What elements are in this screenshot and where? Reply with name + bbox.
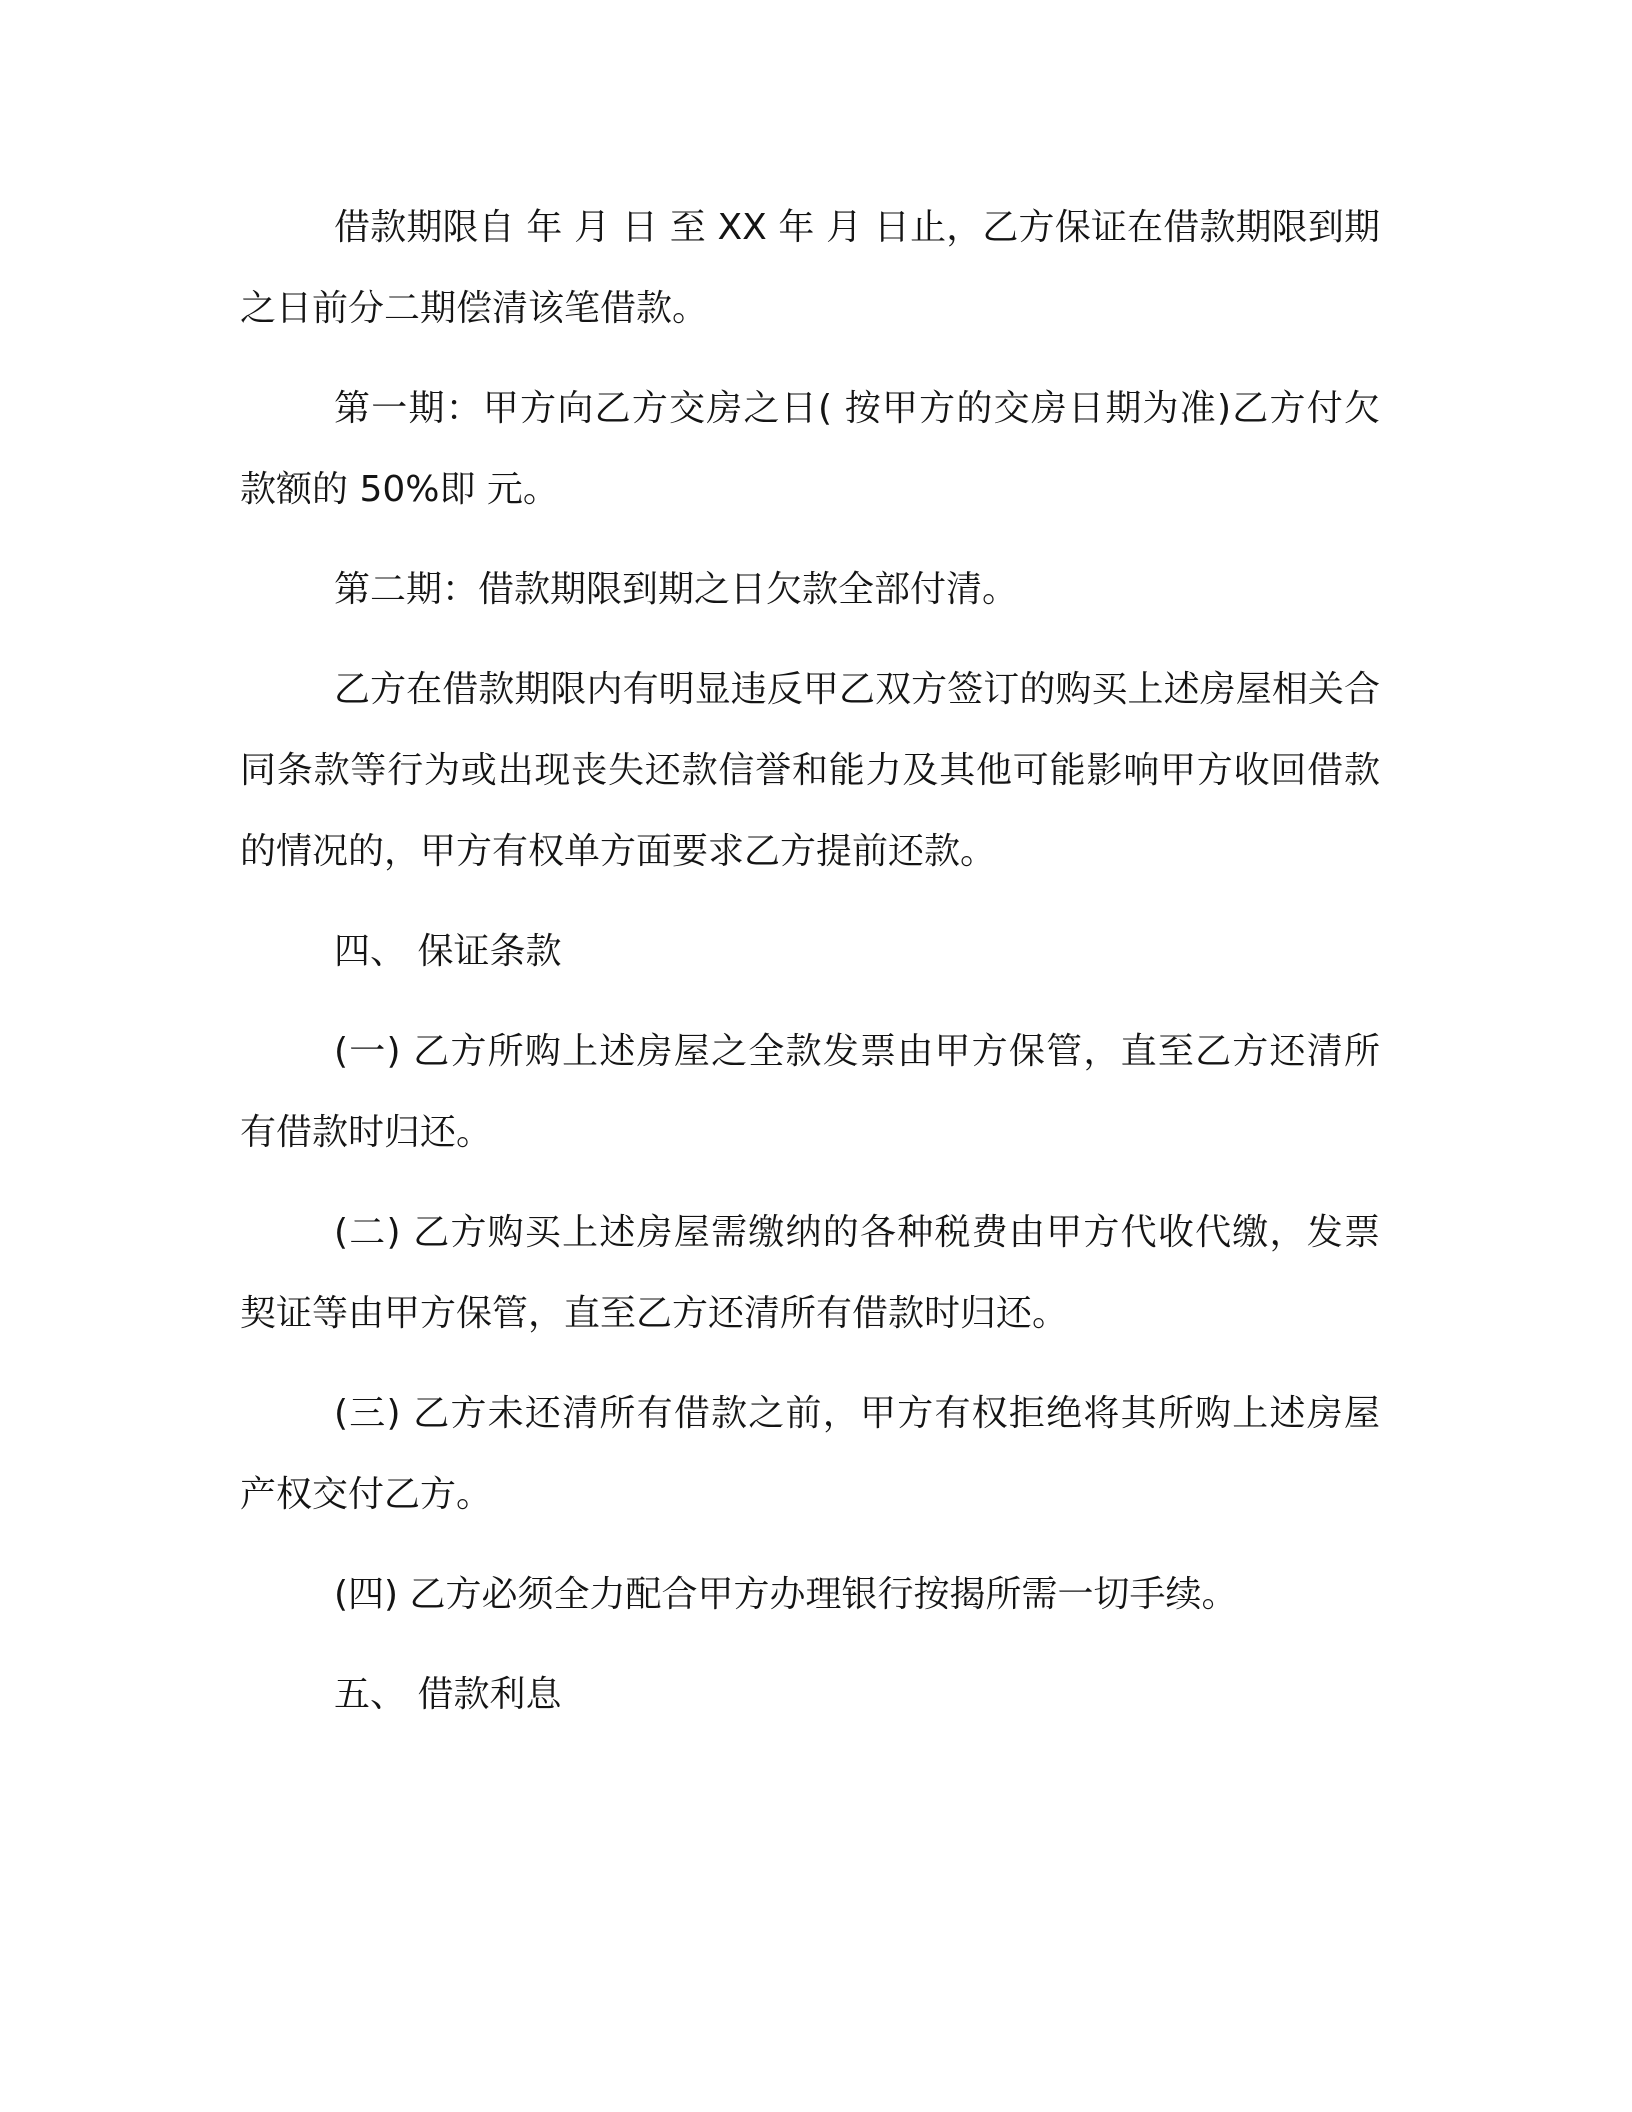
paragraph-first-installment: 第一期：甲方向乙方交房之日( 按甲方的交房日期为准)乙方付欠款额的 50%即 元。 [240, 388, 1380, 510]
section-heading-interest: 五、 借款利息 [334, 1674, 562, 1715]
paragraph-loan-term: 借款期限自 年 月 日 至 XX 年 月 日止，乙方保证在借款期限到期之日前分二期偿清该笔借款。 [240, 207, 1380, 329]
section-heading-guarantee: 四、 保证条款 [334, 931, 562, 972]
paragraph-second-installment: 第二期：借款期限到期之日欠款全部付清。 [334, 569, 1019, 610]
paragraph-early-repayment: 乙方在借款期限内有明显违反甲乙双方签订的购买上述房屋相关合同条款等行为或出现丧失还款信誉和能力及其他可能影响甲方收回借款的情况的，甲方有权单方面要求乙方提前还款。 [240, 669, 1380, 872]
clause-2: (二) 乙方购买上述房屋需缴纳的各种税费由甲方代收代缴，发票契证等由甲方保管，直至乙方还清所有借款时归还。 [240, 1212, 1380, 1334]
clause-1: (一) 乙方所购上述房屋之全款发票由甲方保管，直至乙方还清所有借款时归还。 [240, 1031, 1380, 1153]
document-body [240, 187, 1380, 1735]
clause-4: (四) 乙方必须全力配合甲方办理银行按揭所需一切手续。 [334, 1574, 1238, 1615]
clause-3: (三) 乙方未还清所有借款之前，甲方有权拒绝将其所购上述房屋产权交付乙方。 [240, 1393, 1380, 1515]
